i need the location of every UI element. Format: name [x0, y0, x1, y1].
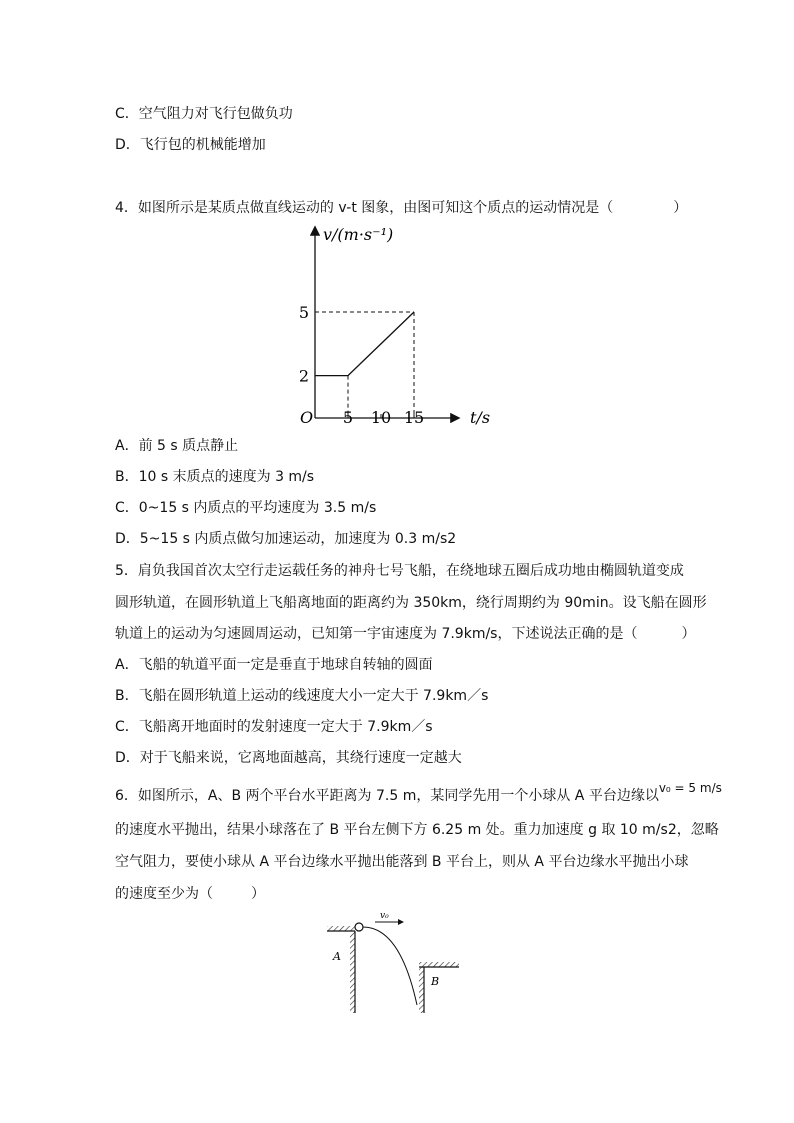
- vt-graph: [290, 220, 510, 430]
- q4-option-d: D．5~15 s 内质点做匀加速运动，加速度为 0.3 m/s2: [115, 531, 457, 547]
- q5-line-3-text: 轨道上的运动为匀速圆周运动，已知第一宇宙速度为 7.9km/s，下述说法正确的是（: [115, 626, 638, 642]
- q6-line-1-text: 6．如图所示，A、B 两个平台水平距离为 7.5 m，某同学先用一个小球从 A 平台边缘以: [115, 788, 659, 804]
- y-tick-label: 5: [298, 303, 309, 322]
- x-axis-label: t/s: [470, 408, 491, 427]
- q3-option-c: C．空气阻力对飞行包做负功: [115, 106, 293, 122]
- q3-option-d: D．飞行包的机械能增加: [115, 137, 266, 153]
- projectile-figure: [325, 905, 465, 1015]
- q4-option-c: C．0~15 s 内质点的平均速度为 3.5 m/s: [115, 500, 377, 516]
- q5-line-3: [115, 624, 695, 644]
- q6-line-4-text: 的速度至少为（: [115, 886, 213, 902]
- q4-stem-close: ）: [673, 200, 688, 216]
- q5-option-b: B．飞船在圆形轨道上运动的线速度大小一定大于 7.9km／s: [115, 688, 489, 704]
- q5-line-1: 5．肩负我国首次太空行走运载任务的神舟七号飞船，在绕地球五圈后成功地由椭圆轨道变成: [115, 563, 684, 579]
- q6-line-4: [115, 884, 265, 904]
- x-tick-label: 5: [342, 408, 354, 427]
- q5-option-c: C．飞船离开地面时的发射速度一定大于 7.9km／s: [115, 719, 433, 735]
- v0-label: v₀: [380, 911, 389, 921]
- platform-b-wall-hatch: [419, 967, 424, 1013]
- q6-line-3: 空气阻力，要使小球从 A 平台边缘水平抛出能落到 B 平台上，则从 A 平台边缘水平抛出小球: [115, 854, 689, 870]
- q5-option-d: D．对于飞船来说，它离地面越高，其绕行速度一定越大: [115, 750, 462, 766]
- origin-label: O: [300, 408, 314, 427]
- label-b: B: [431, 975, 440, 988]
- x-tick-label: 10: [370, 408, 392, 427]
- q5-option-a: A．飞船的轨道平面一定是垂直于地球自转轴的圆面: [115, 657, 433, 673]
- trajectory: [363, 927, 417, 1005]
- platform-b-top-hatch: [419, 962, 459, 967]
- y-ticks: [299, 303, 309, 386]
- q6-v0: v₀ = 5 m/s: [658, 781, 722, 795]
- platform-a-wall-hatch: [350, 931, 355, 1013]
- label-a: A: [333, 950, 341, 963]
- q4-stem-text: 4．如图所示是某质点做直线运动的 v-t 图象，由图可知这个质点的运动情况是（: [115, 200, 614, 216]
- q6-line-2: 的速度水平抛出，结果小球落在了 B 平台左侧下方 6.25 m 处。重力加速度 g 取 10 m/s2，忽略: [115, 822, 719, 838]
- guide-lines: [315, 312, 414, 418]
- velocity-line: [315, 312, 414, 376]
- platform-a-top-hatch: [327, 926, 355, 931]
- q5-line-3-close: ）: [681, 626, 696, 642]
- q6-line-1: [115, 781, 722, 806]
- q4-option-b: B．10 s 末质点的速度为 3 m/s: [115, 469, 315, 485]
- y-axis-label: v/(m·s⁻¹): [323, 225, 394, 244]
- q5-line-2: 圆形轨道，在圆形轨道上飞船离地面的距离约为 350km，绕行周期约为 90min。设飞船在圆形: [115, 595, 707, 611]
- q4-option-a: A．前 5 s 质点静止: [115, 438, 239, 454]
- ball: [355, 923, 363, 931]
- x-tick-label: 15: [403, 408, 425, 427]
- q4-stem: [115, 198, 687, 218]
- y-tick-label: 2: [298, 366, 309, 386]
- q6-line-4-close: ）: [251, 886, 265, 902]
